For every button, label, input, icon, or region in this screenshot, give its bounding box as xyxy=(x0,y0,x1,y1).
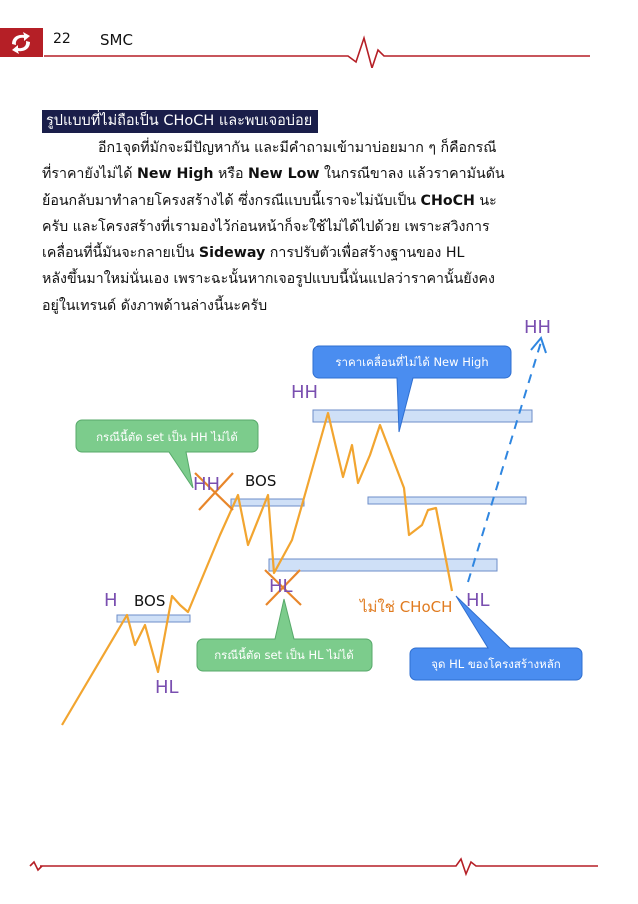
page-number: 22 xyxy=(53,31,71,47)
text: หรือ xyxy=(213,166,249,183)
callout-text: กรณีนี้ตัด set เป็น HL ไม่ได้ xyxy=(214,648,354,662)
callout-green-hh xyxy=(76,420,258,488)
label-hh-crossed: HH xyxy=(193,474,221,495)
text: จุดที่มักจะมีปัญหากัน และมีคำถามเข้ามาบ่อยมาก ๆ ก็คือกรณี xyxy=(122,140,497,156)
footer-heartbeat-line xyxy=(0,848,638,888)
text-bold: New Low xyxy=(248,166,320,183)
text: หลังขึ้นมาใหม่นั่นเอง เพราะฉะนั้นหากเจอรูปแบบนี้นั่นแปลว่าราคานั้นยังคง xyxy=(42,271,495,288)
para-line xyxy=(42,214,564,240)
para-line xyxy=(42,135,564,161)
hl-zone xyxy=(269,559,497,571)
label-hl-1: HL xyxy=(155,677,179,698)
label-hh-top: HH xyxy=(291,382,319,403)
hh-zone xyxy=(313,410,532,422)
callout-green-hl xyxy=(197,599,372,671)
label-hl-final: HL xyxy=(466,590,490,611)
body-paragraph xyxy=(42,135,564,319)
mid-zone xyxy=(368,497,526,504)
text: ครับ และโครงสร้างที่เรามองไว้ก่อนหน้าก็จะใช้ไม่ได้ไปด้วย เพราะสวิงการ xyxy=(42,218,490,235)
text: การปรับตัวเพื่อสร้างฐานของ HL xyxy=(265,245,465,262)
text: เคลื่อนที่นี้มันจะกลายเป็น xyxy=(42,245,199,262)
label-bos-2: BOS xyxy=(245,472,277,490)
para-line xyxy=(42,161,564,187)
text: ในกรณีขาลง แล้วราคามันดัน xyxy=(319,166,505,183)
text-bold: Sideway xyxy=(198,245,266,262)
text: อยู่ในเทรนด์ ดังภาพด้านล่างนี้นะครับ xyxy=(42,297,268,314)
callout-text: กรณีนี้ตัด set เป็น HH ไม่ได้ xyxy=(96,430,238,444)
section-heading: รูปแบบที่ไม่ถือเป็น CHoCH และพบเจอบ่อย xyxy=(42,110,318,133)
text-bold: CHoCH xyxy=(420,192,475,209)
header-heartbeat-line xyxy=(0,28,638,68)
para-line xyxy=(42,188,564,214)
text: ย้อนกลับมาทำลายโครงสร้างได้ ซึ่งกรณีแบบนี้เราจะไม่นับเป็น xyxy=(42,192,421,209)
label-h: H xyxy=(104,590,118,611)
label-hh-projected: HH xyxy=(524,317,552,338)
text: อีก xyxy=(98,140,116,156)
text: นะ xyxy=(474,192,497,209)
callout-text: ราคาเคลื่อนที่ไม่ได้ New High xyxy=(335,355,489,369)
market-structure-diagram xyxy=(0,310,638,740)
text-number: 1 xyxy=(115,141,123,155)
para-line xyxy=(42,240,564,266)
text-bold: New High xyxy=(136,166,214,183)
label-bos-1: BOS xyxy=(134,592,166,610)
label-not-choch: ไม่ใช่ CHoCH xyxy=(360,598,453,616)
callout-text: จุด HL ของโครงสร้างหลัก xyxy=(431,657,561,671)
para-line xyxy=(42,266,564,292)
header-title: SMC xyxy=(100,31,133,49)
text: ที่ราคายังไม่ได้ xyxy=(42,166,137,183)
label-hl-crossed: HL xyxy=(269,576,293,597)
